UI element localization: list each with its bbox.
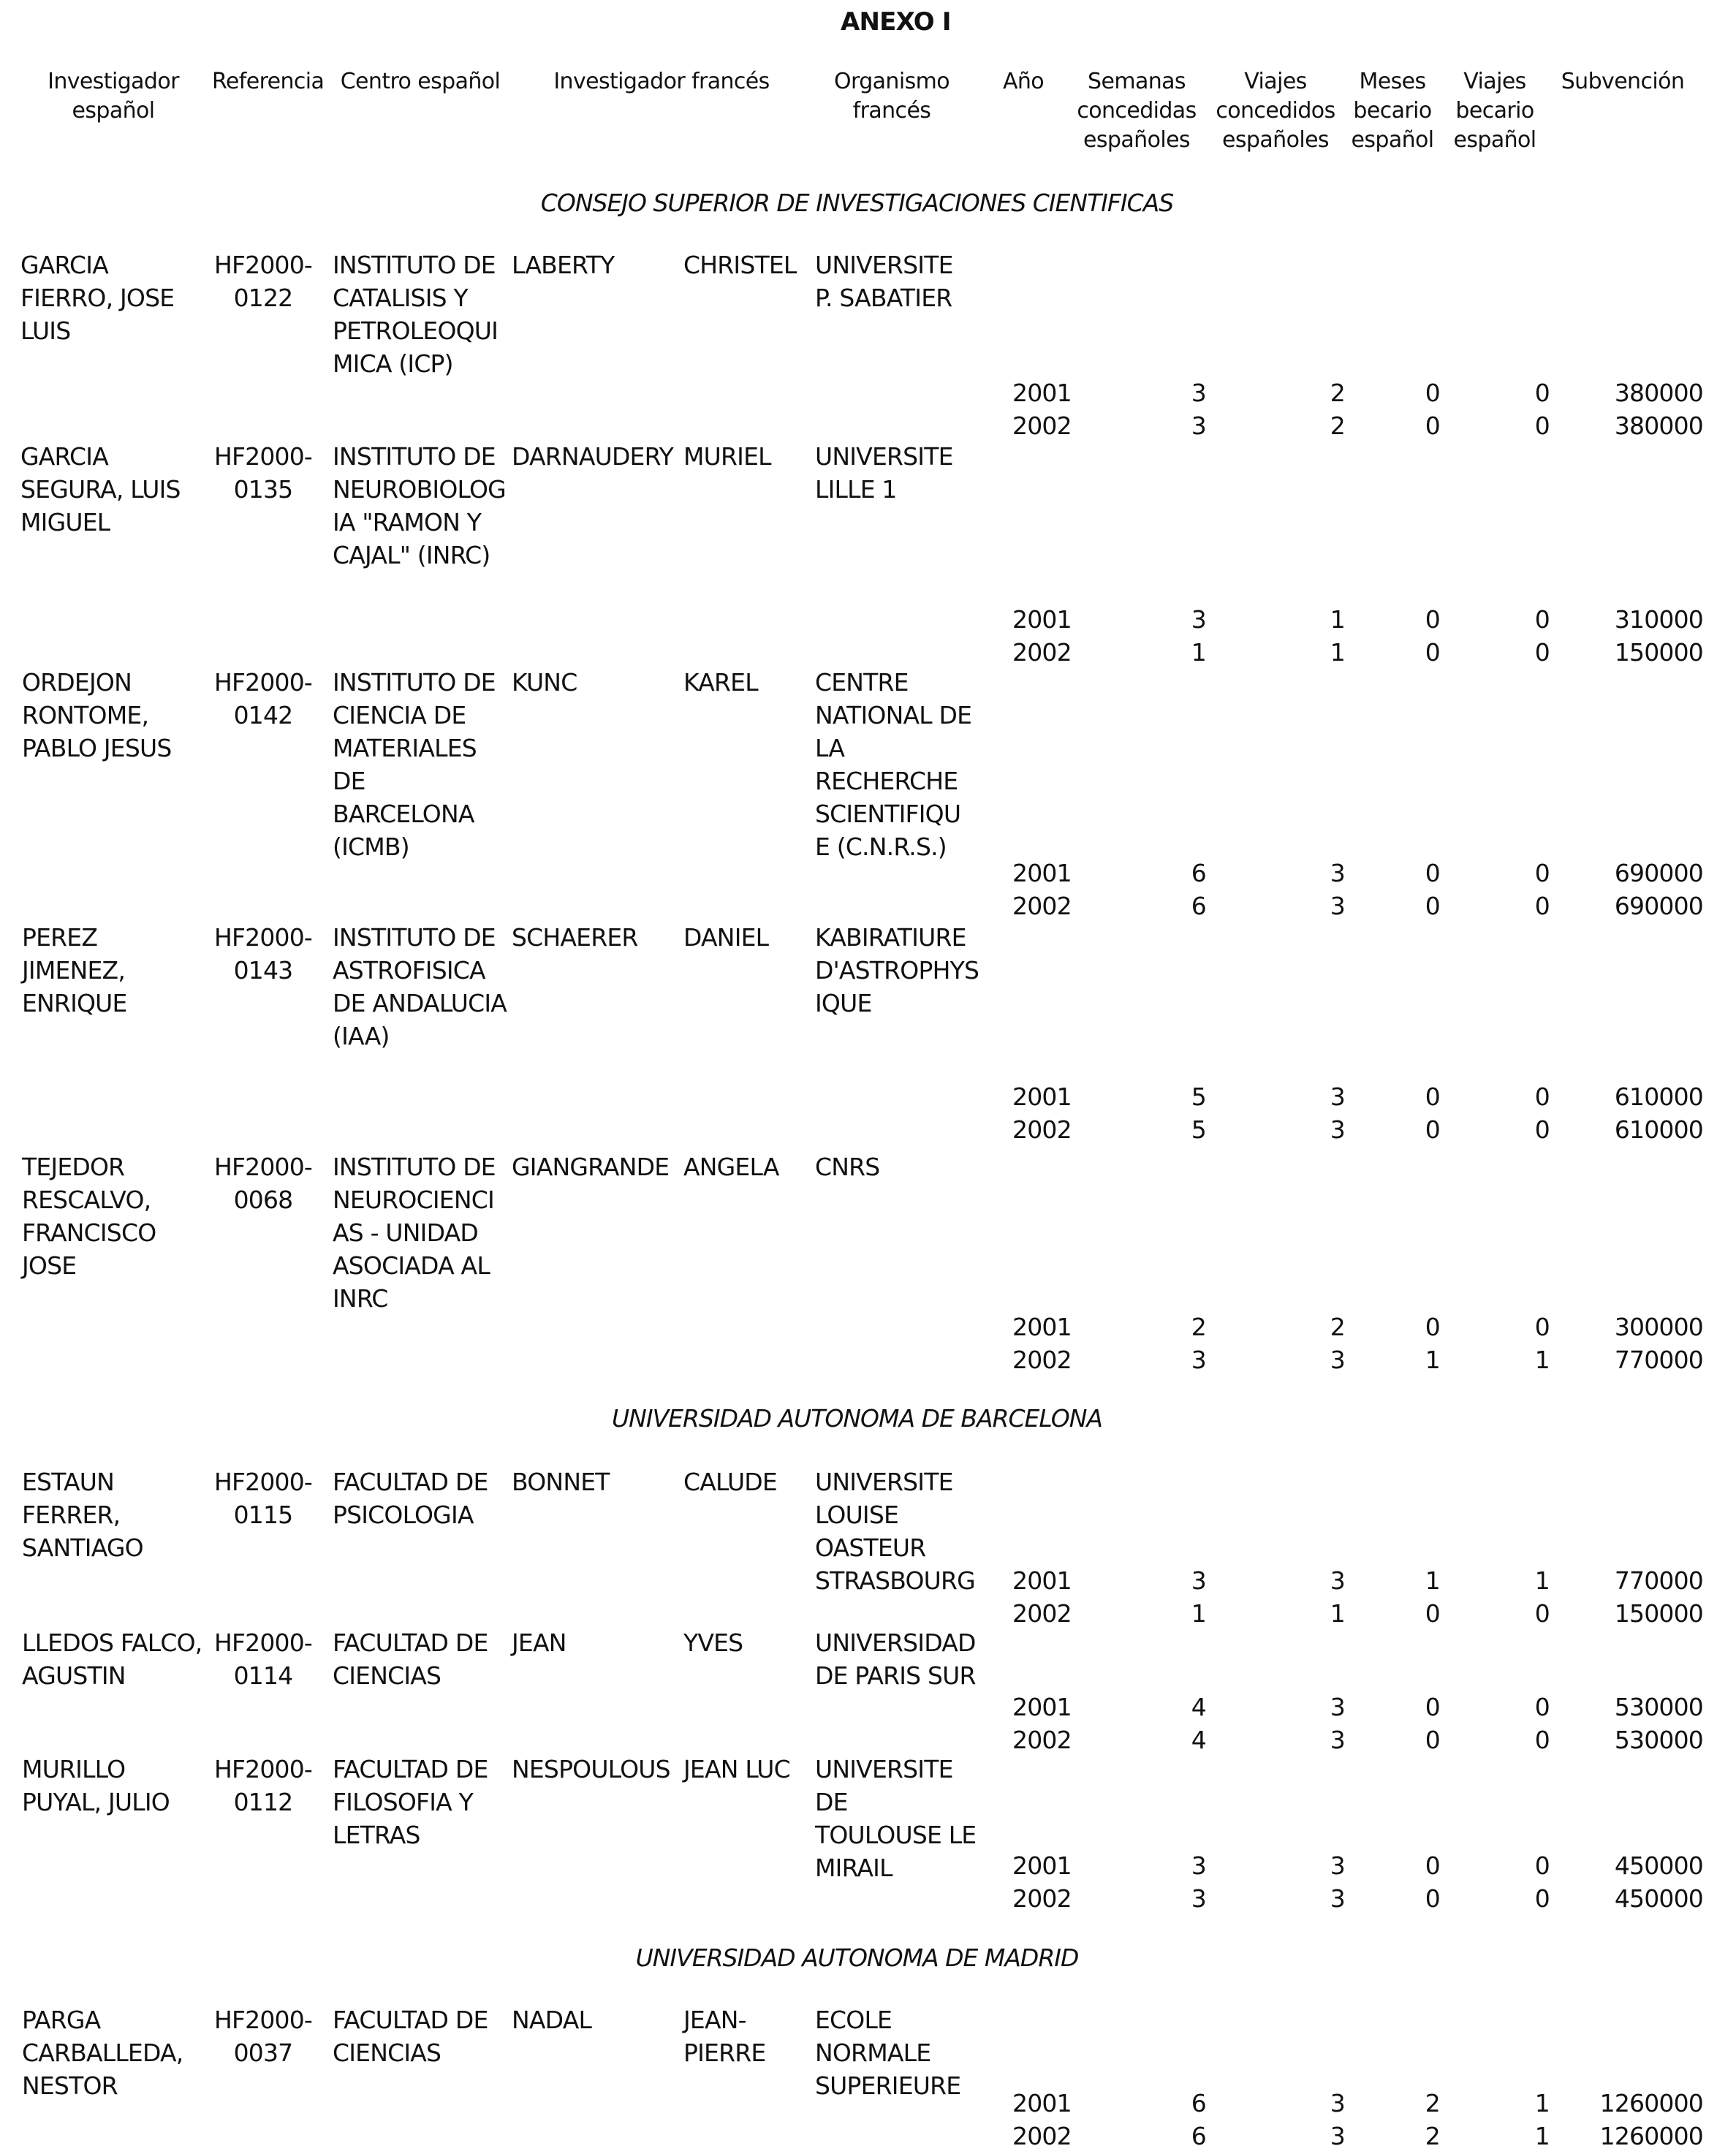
- column-header: Referencia: [212, 69, 325, 94]
- page-title: ANEXO I: [841, 7, 951, 37]
- reference-code: 0115: [233, 1501, 293, 1529]
- year-cell: 2002: [1012, 1726, 1072, 1754]
- weeks-granted: 3: [1191, 379, 1206, 407]
- section-title: CONSEJO SUPERIOR DE INVESTIGACIONES CIENTIFICAS: [540, 189, 1174, 217]
- year-cell: 2002: [1012, 1346, 1072, 1374]
- trips-granted: 2: [1330, 1313, 1345, 1341]
- spanish-center: (ICMB): [333, 833, 409, 861]
- spanish-researcher: TEJEDOR: [22, 1153, 125, 1181]
- column-header: Viajes concedidos españoles: [1216, 69, 1335, 153]
- fellow-trips: 1: [1534, 1566, 1550, 1595]
- spanish-center: MICA (ICP): [333, 349, 453, 378]
- fellow-months: 1: [1425, 1566, 1440, 1595]
- year-cell: 2001: [1012, 379, 1072, 407]
- trips-granted: 3: [1330, 1115, 1345, 1144]
- spanish-researcher: ESTAUN: [22, 1468, 115, 1496]
- grant-amount: 310000: [1614, 605, 1703, 634]
- fellow-months: 0: [1425, 379, 1440, 407]
- spanish-researcher: RESCALVO,: [22, 1186, 151, 1214]
- spanish-researcher: JOSE: [22, 1251, 77, 1280]
- reference-code: HF2000-: [213, 923, 313, 952]
- trips-granted: 3: [1330, 892, 1345, 920]
- french-researcher-surname: KUNC: [512, 668, 577, 697]
- spanish-researcher: MURILLO: [22, 1755, 126, 1783]
- reference-code: HF2000-: [213, 668, 313, 697]
- grant-amount: 770000: [1614, 1346, 1703, 1374]
- fellow-months: 0: [1425, 859, 1440, 887]
- grant-amount: 150000: [1614, 638, 1703, 667]
- spanish-researcher: GARCIA: [20, 442, 108, 471]
- fellow-trips: 0: [1534, 1115, 1550, 1144]
- spanish-center: INSTITUTO DE: [333, 251, 496, 279]
- reference-code: 0143: [233, 956, 293, 985]
- year-cell: 2001: [1012, 1693, 1072, 1721]
- column-header: Año: [1002, 69, 1045, 94]
- french-researcher-name: DANIEL: [683, 923, 769, 952]
- fellow-trips: 0: [1534, 412, 1550, 440]
- spanish-center: DE: [333, 767, 365, 795]
- french-organization: STRASBOURG: [815, 1566, 975, 1595]
- french-organization: TOULOUSE LE: [815, 1821, 977, 1849]
- grant-amount: 150000: [1614, 1599, 1703, 1628]
- year-cell: 2001: [1012, 859, 1072, 887]
- french-researcher-surname: JEAN: [512, 1628, 566, 1657]
- french-organization: KABIRATIURE: [815, 923, 966, 952]
- year-cell: 2001: [1012, 1313, 1072, 1341]
- spanish-center: INSTITUTO DE: [333, 923, 496, 952]
- spanish-center: INRC: [333, 1284, 388, 1313]
- trips-granted: 3: [1330, 1693, 1345, 1721]
- weeks-granted: 4: [1191, 1726, 1206, 1754]
- spanish-researcher: NESTOR: [22, 2071, 118, 2100]
- fellow-months: 0: [1425, 1693, 1440, 1721]
- grant-amount: 690000: [1614, 892, 1703, 920]
- trips-granted: 1: [1330, 605, 1345, 634]
- french-researcher-surname: SCHAERER: [512, 923, 638, 952]
- grant-amount: 380000: [1614, 379, 1703, 407]
- spanish-center: FILOSOFIA Y: [333, 1788, 473, 1816]
- column-header: Viajes becario español: [1453, 69, 1536, 153]
- column-header: Subvención: [1561, 69, 1685, 94]
- fellow-months: 0: [1425, 1115, 1440, 1144]
- fellow-months: 0: [1425, 892, 1440, 920]
- french-researcher-surname: GIANGRANDE: [512, 1153, 670, 1181]
- spanish-center: ASTROFISICA: [333, 956, 485, 985]
- column-header: Investigador francés: [553, 69, 770, 94]
- reference-code: HF2000-: [213, 2006, 313, 2034]
- french-organization: CENTRE: [815, 668, 909, 697]
- trips-granted: 3: [1330, 1884, 1345, 1913]
- french-researcher-name: KAREL: [683, 668, 758, 697]
- french-organization: UNIVERSIDAD: [815, 1628, 976, 1657]
- weeks-granted: 1: [1191, 638, 1206, 667]
- reference-code: 0068: [233, 1186, 293, 1214]
- spanish-researcher: PARGA: [22, 2006, 101, 2034]
- weeks-granted: 3: [1191, 1851, 1206, 1880]
- spanish-center: FACULTAD DE: [333, 1628, 488, 1657]
- column-header: Centro español: [340, 69, 501, 94]
- spanish-researcher: GARCIA: [20, 251, 108, 279]
- spanish-center: PSICOLOGIA: [333, 1501, 474, 1529]
- spanish-researcher: RONTOME,: [22, 701, 149, 729]
- grant-amount: 1260000: [1599, 2122, 1703, 2150]
- trips-granted: 1: [1330, 1599, 1345, 1628]
- fellow-months: 1: [1425, 1346, 1440, 1374]
- fellow-trips: 0: [1534, 1693, 1550, 1721]
- fellow-months: 0: [1425, 1884, 1440, 1913]
- french-organization: UNIVERSITE: [815, 251, 953, 279]
- french-organization: NORMALE: [815, 2039, 931, 2067]
- weeks-granted: 5: [1191, 1082, 1206, 1111]
- year-cell: 2002: [1012, 638, 1072, 667]
- trips-granted: 3: [1330, 1346, 1345, 1374]
- grant-amount: 380000: [1614, 412, 1703, 440]
- french-organization: UNIVERSITE: [815, 442, 953, 471]
- french-organization: MIRAIL: [815, 1854, 892, 1882]
- grant-amount: 450000: [1614, 1884, 1703, 1913]
- trips-granted: 2: [1330, 379, 1345, 407]
- column-header: Meses becario español: [1351, 69, 1434, 153]
- grant-amount: 610000: [1614, 1082, 1703, 1111]
- year-cell: 2001: [1012, 1082, 1072, 1111]
- reference-code: 0135: [233, 475, 293, 504]
- year-cell: 2001: [1012, 1851, 1072, 1880]
- weeks-granted: 3: [1191, 1566, 1206, 1595]
- french-organization: DE PARIS SUR: [815, 1661, 976, 1690]
- spanish-researcher: LUIS: [20, 316, 71, 345]
- french-organization: SCIENTIFIQU: [815, 800, 961, 828]
- spanish-researcher: FIERRO, JOSE: [20, 284, 175, 312]
- spanish-center: CIENCIA DE: [333, 701, 466, 729]
- spanish-center: INSTITUTO DE: [333, 442, 496, 471]
- french-researcher-surname: NESPOULOUS: [512, 1755, 670, 1783]
- spanish-researcher: FRANCISCO: [22, 1218, 156, 1247]
- reference-code: 0114: [233, 1661, 293, 1690]
- column-header: Semanas concedidas españoles: [1077, 69, 1197, 153]
- reference-code: HF2000-: [213, 251, 313, 279]
- french-organization: ECOLE: [815, 2006, 892, 2034]
- french-organization: SUPERIEURE: [815, 2071, 961, 2100]
- french-organization: E (C.N.R.S.): [815, 833, 947, 861]
- trips-granted: 3: [1330, 2089, 1345, 2117]
- reference-code: HF2000-: [213, 1628, 313, 1657]
- fellow-trips: 0: [1534, 1313, 1550, 1341]
- spanish-researcher: SANTIAGO: [22, 1533, 143, 1562]
- weeks-granted: 6: [1191, 2089, 1206, 2117]
- year-cell: 2002: [1012, 2122, 1072, 2150]
- fellow-trips: 0: [1534, 1726, 1550, 1754]
- fellow-trips: 0: [1534, 605, 1550, 634]
- fellow-months: 0: [1425, 638, 1440, 667]
- french-organization: NATIONAL DE: [815, 701, 972, 729]
- grant-amount: 690000: [1614, 859, 1703, 887]
- french-researcher-surname: LABERTY: [512, 251, 615, 279]
- fellow-months: 0: [1425, 1599, 1440, 1628]
- spanish-center: FACULTAD DE: [333, 2006, 488, 2034]
- weeks-granted: 6: [1191, 2122, 1206, 2150]
- column-header: Organismo francés: [833, 69, 950, 124]
- fellow-trips: 0: [1534, 1851, 1550, 1880]
- french-organization: LILLE 1: [815, 475, 897, 504]
- trips-granted: 3: [1330, 1726, 1345, 1754]
- fellow-months: 0: [1425, 1726, 1440, 1754]
- french-organization: OASTEUR: [815, 1533, 926, 1562]
- french-organization: UNIVERSITE: [815, 1755, 953, 1783]
- french-organization: UNIVERSITE: [815, 1468, 953, 1496]
- french-researcher-name: CALUDE: [683, 1468, 777, 1496]
- french-researcher-name: MURIEL: [683, 442, 771, 471]
- spanish-researcher: AGUSTIN: [22, 1661, 126, 1690]
- weeks-granted: 6: [1191, 892, 1206, 920]
- grant-amount: 530000: [1614, 1693, 1703, 1721]
- spanish-center: CAJAL" (INRC): [333, 541, 490, 569]
- trips-granted: 3: [1330, 2122, 1345, 2150]
- weeks-granted: 4: [1191, 1693, 1206, 1721]
- french-organization: DE: [815, 1788, 848, 1816]
- spanish-center: FACULTAD DE: [333, 1468, 488, 1496]
- weeks-granted: 3: [1191, 605, 1206, 634]
- spanish-center: DE ANDALUCIA: [333, 989, 507, 1017]
- weeks-granted: 3: [1191, 1884, 1206, 1913]
- french-organization: LA: [815, 734, 845, 762]
- spanish-center: INSTITUTO DE: [333, 1153, 496, 1181]
- grant-amount: 300000: [1614, 1313, 1703, 1341]
- spanish-center: (IAA): [333, 1022, 390, 1050]
- french-researcher-name: JEAN- PIERRE: [683, 2006, 766, 2067]
- fellow-months: 0: [1425, 412, 1440, 440]
- spanish-researcher: PABLO JESUS: [22, 734, 172, 762]
- french-organization: IQUE: [815, 989, 872, 1017]
- weeks-granted: 5: [1191, 1115, 1206, 1144]
- grant-amount: 1260000: [1599, 2089, 1703, 2117]
- spanish-center: FACULTAD DE: [333, 1755, 488, 1783]
- spanish-center: NEUROCIENCI: [333, 1186, 494, 1214]
- year-cell: 2001: [1012, 1566, 1072, 1595]
- reference-code: 0112: [233, 1788, 293, 1816]
- weeks-granted: 2: [1191, 1313, 1206, 1341]
- trips-granted: 1: [1330, 638, 1345, 667]
- grant-amount: 770000: [1614, 1566, 1703, 1595]
- spanish-center: AS - UNIDAD: [333, 1218, 478, 1247]
- fellow-trips: 0: [1534, 638, 1550, 667]
- spanish-center: PETROLEOQUI: [333, 316, 499, 345]
- spanish-center: CIENCIAS: [333, 1661, 441, 1690]
- reference-code: HF2000-: [213, 442, 313, 471]
- trips-granted: 3: [1330, 1851, 1345, 1880]
- spanish-researcher: SEGURA, LUIS: [20, 475, 181, 504]
- fellow-trips: 0: [1534, 1082, 1550, 1111]
- grant-amount: 450000: [1614, 1851, 1703, 1880]
- year-cell: 2002: [1012, 1599, 1072, 1628]
- weeks-granted: 1: [1191, 1599, 1206, 1628]
- spanish-center: LETRAS: [333, 1821, 420, 1849]
- reference-code: 0142: [233, 701, 293, 729]
- spanish-center: CIENCIAS: [333, 2039, 441, 2067]
- year-cell: 2002: [1012, 1115, 1072, 1144]
- french-organization: CNRS: [815, 1153, 880, 1181]
- fellow-months: 2: [1425, 2089, 1440, 2117]
- reference-code: HF2000-: [213, 1468, 313, 1496]
- grant-amount: 610000: [1614, 1115, 1703, 1144]
- french-researcher-name: ANGELA: [683, 1153, 779, 1181]
- spanish-center: CATALISIS Y: [333, 284, 468, 312]
- fellow-trips: 1: [1534, 2089, 1550, 2117]
- fellow-trips: 0: [1534, 859, 1550, 887]
- trips-granted: 3: [1330, 859, 1345, 887]
- trips-granted: 3: [1330, 1566, 1345, 1595]
- fellow-trips: 0: [1534, 1599, 1550, 1628]
- weeks-granted: 3: [1191, 1346, 1206, 1374]
- reference-code: 0037: [233, 2039, 293, 2067]
- trips-granted: 2: [1330, 412, 1345, 440]
- french-researcher-name: JEAN LUC: [683, 1755, 790, 1783]
- spanish-researcher: PUYAL, JULIO: [22, 1788, 170, 1816]
- year-cell: 2001: [1012, 605, 1072, 634]
- french-researcher-name: YVES: [683, 1628, 743, 1657]
- year-cell: 2001: [1012, 2089, 1072, 2117]
- french-researcher-name: CHRISTEL: [683, 251, 797, 279]
- year-cell: 2002: [1012, 1884, 1072, 1913]
- spanish-center: IA "RAMON Y: [333, 508, 482, 536]
- grant-amount: 530000: [1614, 1726, 1703, 1754]
- spanish-researcher: MIGUEL: [20, 508, 110, 536]
- spanish-center: ASOCIADA AL: [333, 1251, 490, 1280]
- french-researcher-surname: BONNET: [512, 1468, 610, 1496]
- spanish-researcher: LLEDOS FALCO,: [22, 1628, 202, 1657]
- fellow-months: 0: [1425, 605, 1440, 634]
- reference-code: HF2000-: [213, 1755, 313, 1783]
- french-organization: RECHERCHE: [815, 767, 958, 795]
- spanish-researcher: FERRER,: [22, 1501, 121, 1529]
- french-researcher-surname: DARNAUDERY: [512, 442, 673, 471]
- weeks-granted: 3: [1191, 412, 1206, 440]
- french-researcher-surname: NADAL: [512, 2006, 592, 2034]
- spanish-researcher: CARBALLEDA,: [22, 2039, 183, 2067]
- year-cell: 2002: [1012, 892, 1072, 920]
- spanish-center: BARCELONA: [333, 800, 474, 828]
- section-title: UNIVERSIDAD AUTONOMA DE BARCELONA: [612, 1404, 1102, 1433]
- fellow-trips: 1: [1534, 2122, 1550, 2150]
- spanish-researcher: ENRIQUE: [22, 989, 127, 1017]
- fellow-trips: 0: [1534, 892, 1550, 920]
- spanish-researcher: PEREZ: [22, 923, 98, 952]
- weeks-granted: 6: [1191, 859, 1206, 887]
- french-organization: LOUISE: [815, 1501, 899, 1529]
- fellow-trips: 1: [1534, 1346, 1550, 1374]
- year-cell: 2002: [1012, 412, 1072, 440]
- fellow-trips: 0: [1534, 379, 1550, 407]
- section-title: UNIVERSIDAD AUTONOMA DE MADRID: [635, 1943, 1079, 1972]
- fellow-trips: 0: [1534, 1884, 1550, 1913]
- column-header: Investigador español: [48, 69, 179, 124]
- fellow-months: 0: [1425, 1313, 1440, 1341]
- spanish-center: NEUROBIOLOG: [333, 475, 506, 504]
- fellow-months: 0: [1425, 1851, 1440, 1880]
- spanish-researcher: ORDEJON: [22, 668, 132, 697]
- reference-code: 0122: [233, 284, 293, 312]
- spanish-center: INSTITUTO DE: [333, 668, 496, 697]
- french-organization: D'ASTROPHYS: [815, 956, 979, 985]
- spanish-center: MATERIALES: [333, 734, 477, 762]
- trips-granted: 3: [1330, 1082, 1345, 1111]
- french-organization: P. SABATIER: [815, 284, 952, 312]
- reference-code: HF2000-: [213, 1153, 313, 1181]
- fellow-months: 0: [1425, 1082, 1440, 1111]
- fellow-months: 2: [1425, 2122, 1440, 2150]
- spanish-researcher: JIMENEZ,: [22, 956, 126, 985]
